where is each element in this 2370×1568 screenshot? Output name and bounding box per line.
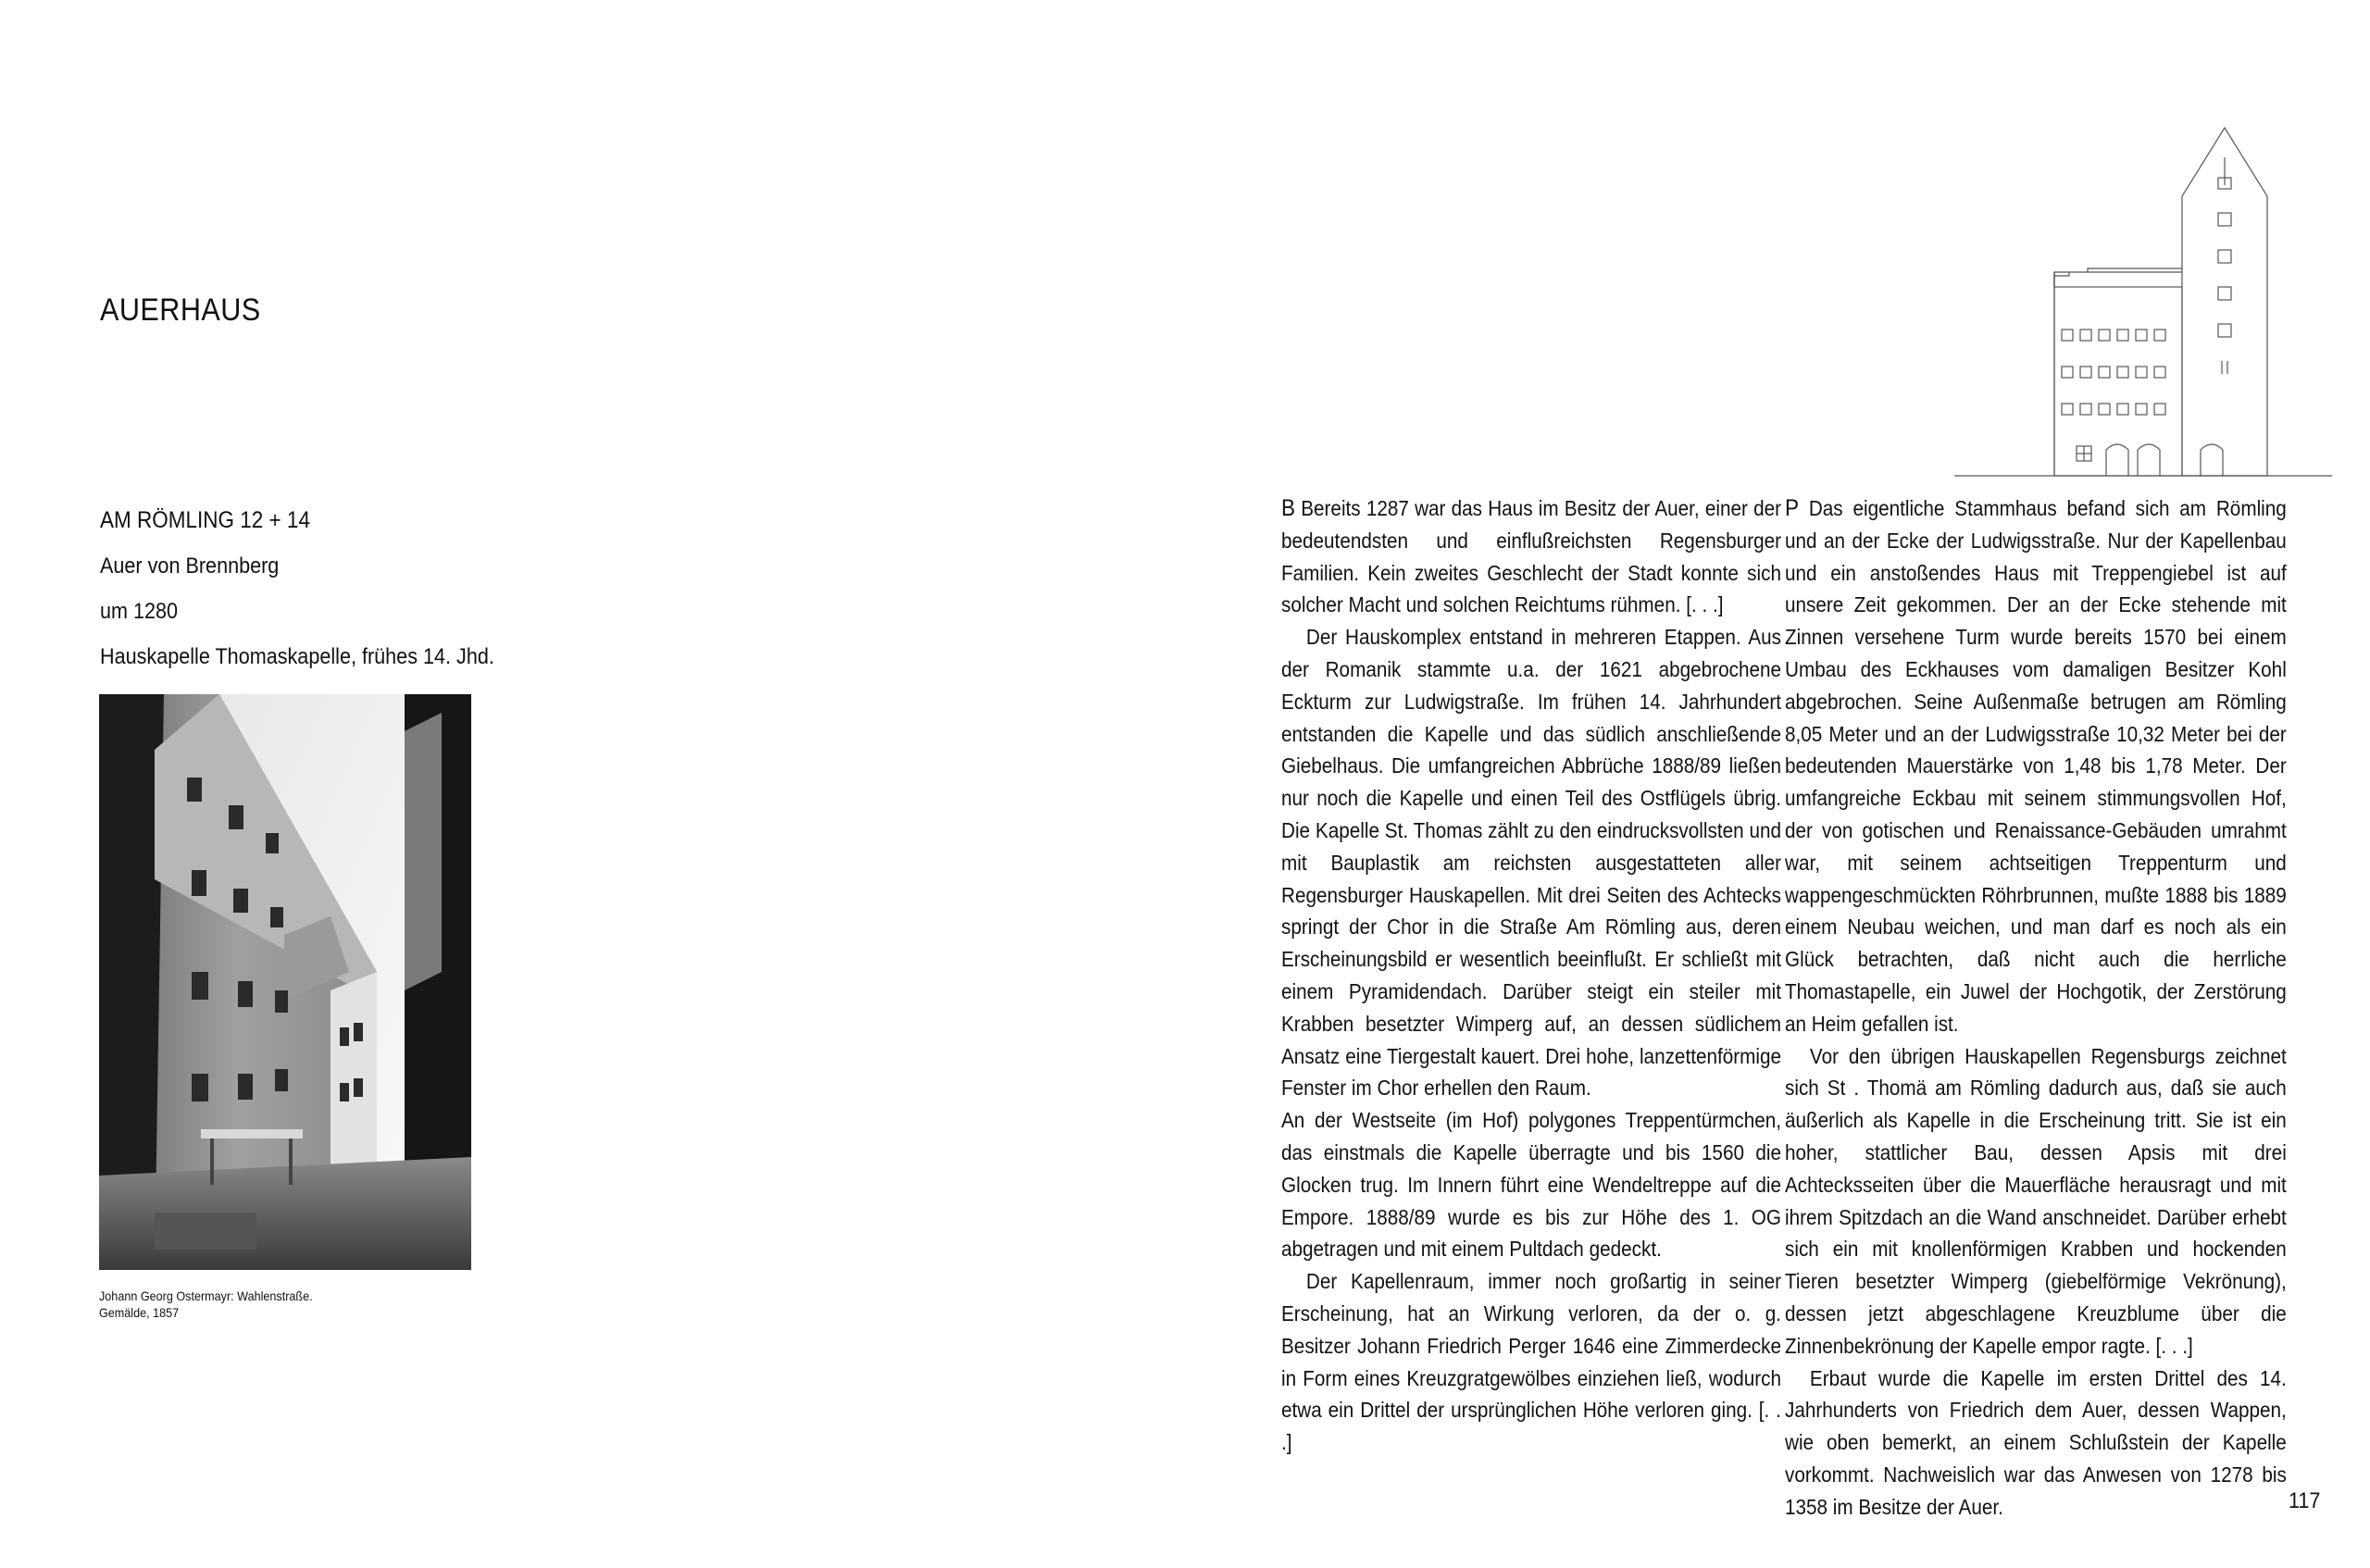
caption-line-1: Johann Georg Ostermayr: Wahlenstraße. <box>99 1288 313 1303</box>
address: AM RÖMLING 12 + 14 <box>100 507 310 533</box>
paragraph: Erbaut wurde die Kapelle im ersten Drittel des 14. Jahrhunderts von Friedrich dem Auer, dessen Wappen, wie oben bemerkt, an einem Schlußstein der Kapelle vorkommt. Nachweislich war das Anwesen von 1278 bis 1358 im Besitze der Auer. <box>1785 1365 2287 1519</box>
paragraph: P Das eigentliche Stammhaus befand sich am Römling und an der Ecke der Ludwigsstraße. Nur der Kapellenbau und ein anstoßendes Haus mit Treppengiebel ist auf unsere Zeit gekommen. Der an der Ecke stehende mit Zinnen versehene Turm wurde bereits 1570 bei einem Umbau des Eckhauses vom damaligen Besitzer Kohl abgebrochen. Seine Außenmaße betrugen am Römling 8,05 Meter und an der Ludwigsstraße 10,32 Meter bei der bedeutenden Mauerstärke von 1,48 bis 1,78 Meter. Der umfangreiche Eckbau mit seinem stimmungsvollen Hof, der von gotischen und Renaissance-Gebäuden umrahmt war, mit seinem achtseitigen Treppenturm und wappengeschmückten Röhrbrunnen, mußte 1888 bis 1889 einem Neubau weichen, und man darf es noch als ein Glück betrachten, daß nicht auch die herrliche Thomastapelle, ein Juwel der Hochgotik, der Zerstörung an Heim gefallen ist. <box>1785 495 2287 1036</box>
text-column-1 <box>1281 492 1781 1459</box>
chapel-info: Hauskapelle Thomaskapelle, frühes 14. Jhd. <box>100 644 494 669</box>
paragraph: Vor den übrigen Hauskapellen Regensburgs zeichnet sich St . Thomä am Römling dadurch aus, daß sie auch äußerlich als Kapelle in die Erscheinung tritt. Sie ist ein hoher, stattlicher Bau, dessen Apsis mit drei Achtecksseiten über die Mauerfläche herausragt und mit ihrem Spitzdach an die Wand anschneidet. Darüber erhebt sich ein mit knollenförmigen Krabben und hockenden Tieren besetzter Wimperg (giebelförmige Vekrönung), dessen jetzt abgeschlagene Kreuzblume über die Zinnenbekrönung der Kapelle empor ragte. [. . .] <box>1785 1043 2287 1358</box>
paragraph: Der Hauskomplex entstand in mehreren Etappen. Aus der Romanik stammte u.a. der 1621 abgebrochene Eckturm zur Ludwigstraße. Im frühen 14. Jahrhundert entstanden die Kapelle und das südlich anschließende Giebelhaus. Die umfangreichen Abbrüche 1888/89 ließen nur noch die Kapelle und einen Teil des Ostflügels übrig. Die Kapelle St. Thomas zählt zu den eindrucksvollsten und mit Bauplastik am reichsten ausgestatteten aller Regensburger Hauskapellen. Mit drei Seiten des Achtecks springt der Chor in die Straße Am Römling aus, deren Erscheinungsbild er wesentlich beeinflußt. Er schließt mit einem Pyramidendach. Darüber steigt ein steiler mit Krabben besetzter Wimperg auf, an dessen südlichem Ansatz eine Tiergestalt kauert. Drei hohe, lanzettenförmige Fenster im Chor erhellen den Raum. <box>1281 625 1781 1101</box>
caption-line-2: Gemälde, 1857 <box>99 1305 180 1320</box>
owner: Auer von Brennberg <box>100 554 280 579</box>
building-elevation-drawing <box>1949 120 2338 483</box>
initial-letter: P <box>1785 495 1800 521</box>
paragraph: B Bereits 1287 war das Haus im Besitz der Auer, einer der bedeutendsten und einflußreichsten Regensburger Familien. Kein zweites Geschlecht der Stadt konnte sich solcher Macht und solchen Reichtums rühmen. [. . .] <box>1281 495 1781 617</box>
build-date: um 1280 <box>100 599 179 624</box>
page-title: AUERHAUS <box>100 292 261 328</box>
text-column-2 <box>1785 492 2287 1524</box>
paragraph: Der Kapellenraum, immer noch großartig in seiner Erscheinung, hat an Wirkung verloren, da der o. g. Besitzer Johann Friedrich Perger 1646 eine Zimmerdecke in Form eines Kreuzgratgewölbes einziehen ließ, wodurch etwa ein Drittel der ursprünglichen Höhe verloren ging. [. . .] <box>1281 1269 1781 1455</box>
paragraph: An der Westseite (im Hof) polygones Treppentürmchen, das einstmals die Kapelle überragte und bis 1560 die Glocken trug. Im Innern führt eine Wendeltreppe auf die Empore. 1888/89 wurde es bis zur Höhe des 1. OG abgetragen und mit einem Pultdach gedeckt. <box>1281 1108 1781 1262</box>
initial-letter: B <box>1281 495 1296 521</box>
building-info <box>100 498 494 679</box>
building-outline-icon <box>1949 120 2338 483</box>
page-number: 117 <box>2289 1488 2321 1513</box>
street-photo <box>99 694 471 1270</box>
street-photo-image <box>99 694 471 1270</box>
photo-caption <box>99 1288 313 1321</box>
